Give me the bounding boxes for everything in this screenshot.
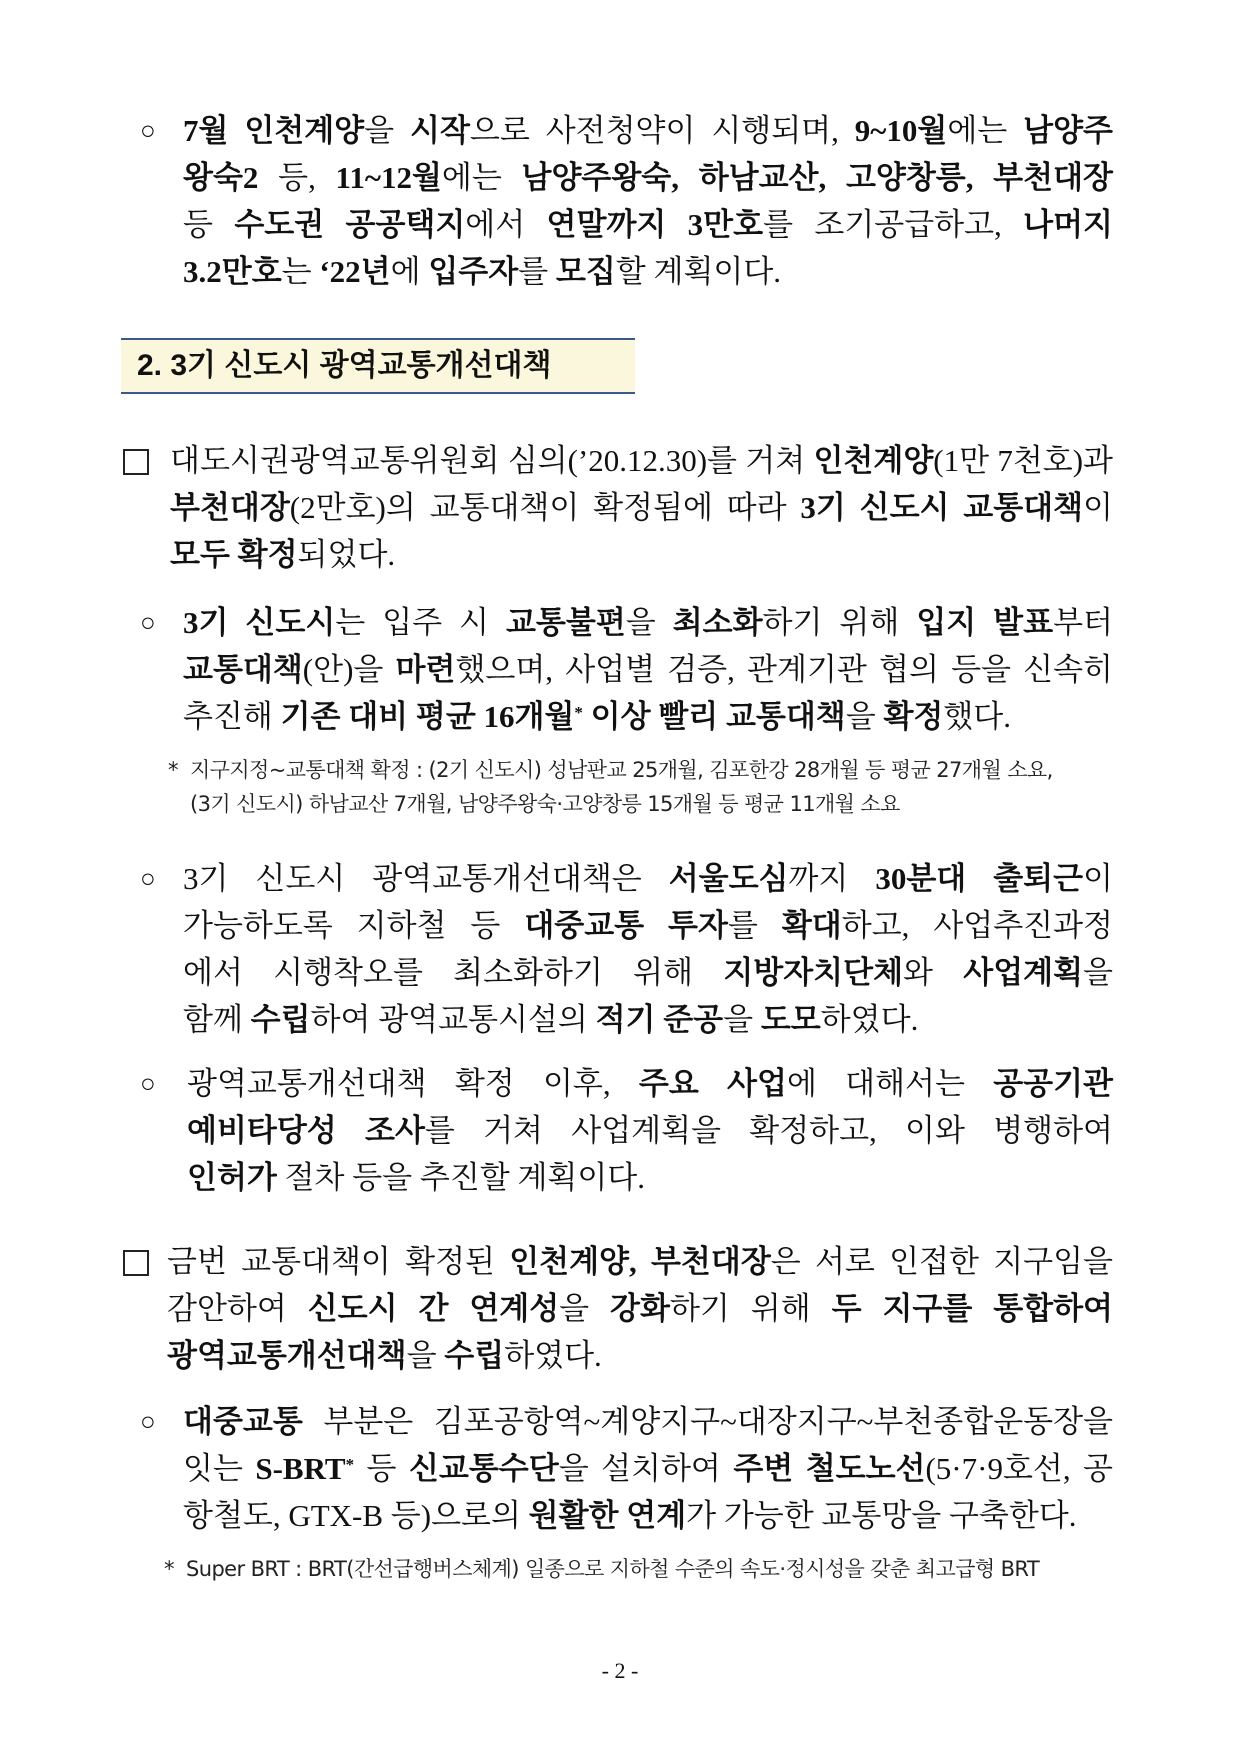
text: 등,	[258, 160, 336, 195]
text: (1만 7천호)과	[933, 443, 1114, 478]
text: 금번 교통대책이 확정된	[167, 1244, 510, 1279]
text-line	[183, 154, 1113, 201]
bold-text: 수립	[444, 1338, 505, 1373]
text-line	[187, 1154, 1113, 1201]
bold-text: 교통불편	[505, 605, 626, 640]
circle-bullet: ○	[140, 116, 156, 145]
text: 에는	[947, 113, 1024, 148]
text-line	[183, 1492, 1113, 1539]
bold-text: 신도시 간 연계성	[307, 1291, 560, 1326]
text: 를 조기공급하고,	[763, 207, 1024, 242]
text: 이	[1083, 490, 1113, 525]
bold-text: 입주자	[428, 254, 519, 289]
text: 을	[406, 1338, 445, 1373]
text: 에서 시행착오를 최소화하기 위해	[183, 955, 724, 990]
bold-text: 3기 신도시 교통대책	[800, 490, 1084, 525]
bold-text: 대중교통	[183, 1404, 303, 1439]
text: 대도시권광역교통위원회 심의(’20.12.30)를 거쳐	[170, 443, 814, 478]
text-line	[183, 201, 1113, 248]
text-line	[183, 1398, 1113, 1445]
text: 잇는	[183, 1451, 256, 1486]
text: 을	[1083, 955, 1113, 990]
bold-text: 교통대책	[183, 652, 303, 687]
bold-text: 확대	[781, 908, 842, 943]
bold-text: 연말까지 3만호	[546, 207, 764, 242]
paragraph-feasibility	[187, 1060, 1113, 1201]
bold-text: 이상 빨리 교통대책	[582, 699, 846, 734]
text-line	[183, 693, 1113, 740]
text: 가 가능한 교통망을 구축한다.	[686, 1498, 1077, 1533]
footnote-timeline	[168, 753, 1115, 821]
circle-bullet: ○	[140, 1069, 156, 1098]
text-line	[183, 949, 1113, 996]
bold-text: 나머지	[1023, 207, 1113, 242]
bold-text: 입지 발표	[916, 605, 1054, 640]
text: 을	[723, 1002, 761, 1037]
text: 광역교통개선대책 확정 이후,	[187, 1066, 639, 1101]
paragraph-plan-confirmed	[170, 437, 1113, 578]
text: (5·7·9호선, 공	[925, 1451, 1113, 1486]
text: 절차 등을 추진할 계획이다.	[276, 1160, 645, 1195]
page-number: - 2 -	[601, 1658, 639, 1683]
text-line	[183, 599, 1113, 646]
text: 감안하여	[167, 1291, 308, 1326]
footnote-line: Super BRT : BRT(간선급행버스체계) 일종으로 지하철 수준의 속도·정시성을 갖춘 최고급형 BRT	[186, 1557, 1040, 1581]
text: 에는	[441, 160, 522, 195]
text: 하여 광역교통시설의	[310, 1002, 596, 1037]
text-line	[183, 1445, 1113, 1492]
bold-text: 마련	[395, 652, 456, 687]
footnote-line: (3기 신도시) 하남교산 7개월, 남양주왕숙·고양창릉 15개월 등 평균 11개월 소요	[190, 792, 900, 816]
bold-text: 광역교통개선대책	[167, 1338, 407, 1373]
text-line	[170, 484, 1113, 531]
bold-text: 9~10월	[854, 113, 948, 148]
text: (2만호)의 교통대책이 확정됨에 따라	[289, 490, 801, 525]
text: 을	[559, 1291, 611, 1326]
footnote-star: *	[168, 758, 179, 782]
bold-text: 시작	[410, 113, 470, 148]
section-heading-box	[121, 338, 635, 394]
text-line	[170, 531, 1113, 578]
text: (안)을	[302, 652, 396, 687]
footnote-star: *	[164, 1557, 175, 1581]
text: 를	[727, 908, 782, 943]
paragraph-early-supply	[183, 107, 1113, 295]
text: 가능하도록 지하철 등	[183, 908, 525, 943]
bold-text: 3기 신도시	[183, 605, 336, 640]
bold-text: 7월 인천계양	[183, 113, 365, 148]
text: 등	[354, 1451, 409, 1486]
bold-text: S-BRT	[255, 1451, 346, 1486]
circle-bullet: ○	[140, 864, 156, 893]
text: 했다.	[943, 699, 1012, 734]
text: 할 계획이다.	[615, 254, 782, 289]
bold-text: 대중교통 투자	[524, 908, 728, 943]
bold-text: 원활한 연계	[528, 1498, 687, 1533]
text: 부분은 김포공항역~계양지구~대장지구~부천종합운동장을	[302, 1404, 1113, 1439]
text: 에	[390, 254, 429, 289]
bold-text: 지방자치단체	[723, 955, 904, 990]
bold-text: 11~12월	[335, 160, 442, 195]
text: 를	[518, 254, 556, 289]
bold-text: 기존 대비 평균 16개월	[280, 699, 575, 734]
text: 부터	[1053, 605, 1113, 640]
bold-text: 확정	[883, 699, 944, 734]
text: 는	[281, 254, 320, 289]
bold-text: 인천계양	[813, 443, 934, 478]
paragraph-integrated-plan	[167, 1238, 1113, 1379]
text: 항철도, GTX-B 등)으로의	[183, 1498, 529, 1533]
bold-text: 주변 철도노선	[733, 1451, 926, 1486]
text: 까지	[788, 861, 876, 896]
text-line	[183, 855, 1113, 902]
bold-text: 모집	[555, 254, 616, 289]
bold-text: 30분대 출퇴근	[875, 861, 1084, 896]
text: 하였다.	[820, 1002, 919, 1037]
text-line	[183, 902, 1113, 949]
text: 에 대해서는	[786, 1066, 994, 1101]
section-heading: 2. 3기 신도시 광역교통개선대책	[137, 349, 552, 382]
bold-text: 사업계획	[963, 955, 1084, 990]
text: 3기 신도시 광역교통개선대책은	[183, 861, 669, 896]
bold-text: 남양주왕숙, 하남교산, 고양창릉, 부천대장	[521, 160, 1113, 195]
bold-text: 최소화	[672, 605, 763, 640]
text-line	[183, 646, 1113, 693]
text: 추진해	[183, 699, 281, 734]
text: 이	[1083, 861, 1113, 896]
bold-text: 3.2만호	[183, 254, 282, 289]
bold-text: 신교통수단	[408, 1451, 559, 1486]
bold-text: 두 지구를 통합하여	[831, 1291, 1113, 1326]
text-line	[167, 1332, 1113, 1379]
paragraph-fast-confirmation	[183, 599, 1113, 740]
text: 을	[845, 699, 884, 734]
text: 을	[364, 113, 410, 148]
bold-text: ‘22년	[319, 254, 391, 289]
text: 하였다.	[504, 1338, 602, 1373]
paragraph-sbrt	[183, 1398, 1113, 1539]
square-bullet	[123, 449, 149, 475]
text-line	[167, 1285, 1113, 1332]
bold-text: 수립	[250, 1002, 311, 1037]
text-line	[167, 1238, 1113, 1285]
bold-text: *	[345, 1455, 355, 1474]
circle-bullet: ○	[140, 608, 156, 637]
bold-text: 적기 준공	[595, 1002, 724, 1037]
text: 을	[625, 605, 673, 640]
bold-text: 왕숙2	[183, 160, 259, 195]
text: 함께	[183, 1002, 251, 1037]
text-line	[187, 1107, 1113, 1154]
text: 등	[183, 207, 235, 242]
footnote-line: 지구지정~교통대책 확정 : (2기 신도시) 성남판교 25개월, 김포한강 28개월 등 평균 27개월 소요,	[190, 758, 1053, 782]
text-line	[187, 1060, 1113, 1107]
bold-text: 도모	[760, 1002, 821, 1037]
text: 으로 사전청약이 시행되며,	[469, 113, 855, 148]
bold-text: 공공기관	[993, 1066, 1113, 1101]
circle-bullet: ○	[140, 1407, 156, 1436]
text: 하기 위해	[669, 1291, 832, 1326]
paragraph-transit-investment	[183, 855, 1113, 1043]
bold-text: 서울도심	[668, 861, 789, 896]
bold-text: 인천계양, 부천대장	[509, 1244, 771, 1279]
bold-text: 인허가	[187, 1160, 277, 1195]
text-line	[183, 107, 1113, 154]
bold-text: 모두 확정	[170, 537, 298, 572]
bold-text: *	[574, 703, 583, 722]
square-bullet	[123, 1250, 149, 1276]
text: 와	[903, 955, 964, 990]
text: 는 입주 시	[335, 605, 506, 640]
text: 했으며, 사업별 검증, 관계기관 협의 등을 신속히	[455, 652, 1113, 687]
text: 를 거쳐 사업계획을 확정하고, 이와 병행하여	[424, 1113, 1113, 1148]
bold-text: 부천대장	[170, 490, 290, 525]
text: 에서	[465, 207, 547, 242]
text-line	[183, 996, 1113, 1043]
text: 을 설치하여	[558, 1451, 734, 1486]
bold-text: 강화	[610, 1291, 670, 1326]
footnote-sbrt	[164, 1552, 1111, 1586]
text-line	[170, 437, 1113, 484]
text: 하기 위해	[762, 605, 917, 640]
bold-text: 주요 사업	[638, 1066, 787, 1101]
bold-text: 예비타당성 조사	[187, 1113, 425, 1148]
text: 되었다.	[297, 537, 396, 572]
bold-text: 남양주	[1023, 113, 1113, 148]
text: 은 서로 인접한 지구임을	[770, 1244, 1113, 1279]
bold-text: 수도권 공공택지	[234, 207, 466, 242]
text-line	[183, 248, 1113, 295]
text: 하고, 사업추진과정	[841, 908, 1114, 943]
